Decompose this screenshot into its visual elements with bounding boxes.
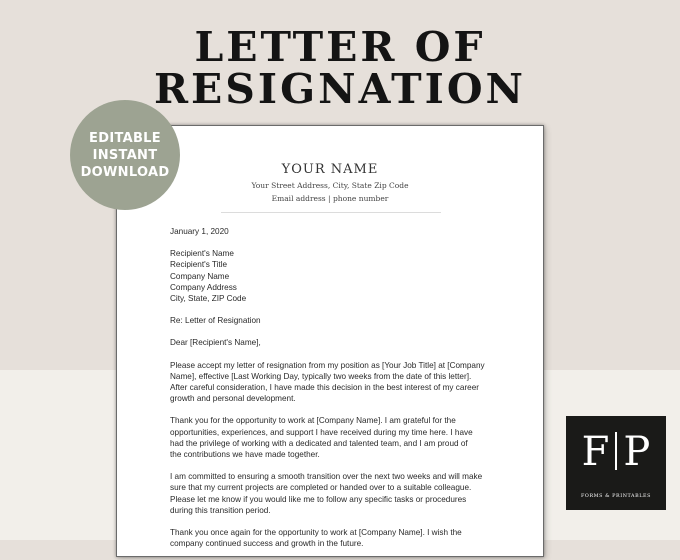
paragraph-line: Name], effective [Last Working Day, typically two weeks from the date of this letter]. bbox=[170, 371, 472, 381]
paragraph-line: I am committed to ensuring a smooth transition over the next two weeks and will make bbox=[170, 472, 483, 482]
sender-name: YOUR NAME bbox=[281, 162, 379, 177]
sender-address: Your Street Address, City, State Zip Code bbox=[251, 181, 409, 190]
badge-line-3: DOWNLOAD bbox=[80, 164, 170, 180]
paragraph-line: Thank you once again for the opportunity to work at [Company Name]. I wish the bbox=[170, 528, 462, 538]
letter-salutation: Dear [Recipient's Name], bbox=[170, 338, 261, 348]
brand-logo bbox=[566, 416, 666, 510]
paragraph-4 bbox=[170, 527, 495, 549]
paragraph-line: Thank you for the opportunity to work at [Company Name]. I am grateful for the bbox=[170, 416, 456, 426]
sender-contact: Email address | phone number bbox=[271, 194, 389, 203]
letter-body bbox=[170, 226, 495, 560]
paragraph-line: opportunities, experiences, and support I have received during my time here. I have bbox=[170, 427, 473, 437]
recipient-line: Company Address bbox=[170, 282, 237, 292]
paragraph-line: sure that my current projects are completed or handed over to a suitable colleague. bbox=[170, 483, 472, 493]
title-line-1: LETTER OF bbox=[194, 23, 486, 71]
logo-letter-f: F bbox=[581, 429, 610, 475]
badge-line-2: INSTANT bbox=[92, 147, 158, 163]
paragraph-line: growth and personal development. bbox=[170, 394, 296, 404]
paragraph-line: After careful consideration, I have made this decision in the best interest of my career bbox=[170, 383, 480, 393]
logo-tagline: FORMS & PRINTABLES bbox=[580, 494, 652, 499]
badge-line-1: EDITABLE bbox=[89, 130, 161, 146]
logo-divider bbox=[615, 432, 617, 470]
paragraph-line: company continued success and growth in the future. bbox=[170, 539, 364, 549]
header-divider bbox=[221, 212, 441, 213]
paragraph-line: the contributions we have made together. bbox=[170, 450, 320, 460]
letter-document bbox=[116, 125, 544, 557]
recipient-line: City, State, ZIP Code bbox=[170, 294, 247, 304]
title-line-2: RESIGNATION bbox=[153, 65, 527, 113]
paragraph-line: Please let me know if you would like me to follow any specific tasks or procedures bbox=[170, 494, 467, 504]
paragraph-1 bbox=[170, 360, 495, 405]
paragraph-2 bbox=[170, 415, 495, 460]
paragraph-line: Please accept my letter of resignation from my position as [Your Job Title] at [Company bbox=[170, 360, 485, 370]
letter-header bbox=[117, 162, 543, 205]
recipient-line: Recipient's Name bbox=[170, 249, 234, 259]
letter-subject: Re: Letter of Resignation bbox=[170, 316, 261, 326]
letter-date: January 1, 2020 bbox=[170, 227, 229, 236]
recipient-line: Company Name bbox=[170, 271, 230, 281]
paragraph-line: during this transition period. bbox=[170, 505, 271, 515]
product-title bbox=[0, 23, 680, 113]
logo-monogram bbox=[566, 428, 666, 476]
recipient-line: Recipient's Title bbox=[170, 260, 228, 270]
recipient-block bbox=[170, 248, 495, 304]
paragraph-line: had the privilege of working with a dedicated and talented team, and I am proud of bbox=[170, 438, 468, 448]
editable-badge bbox=[70, 100, 180, 210]
logo-letter-p: P bbox=[623, 429, 651, 475]
paragraph-3 bbox=[170, 471, 495, 516]
